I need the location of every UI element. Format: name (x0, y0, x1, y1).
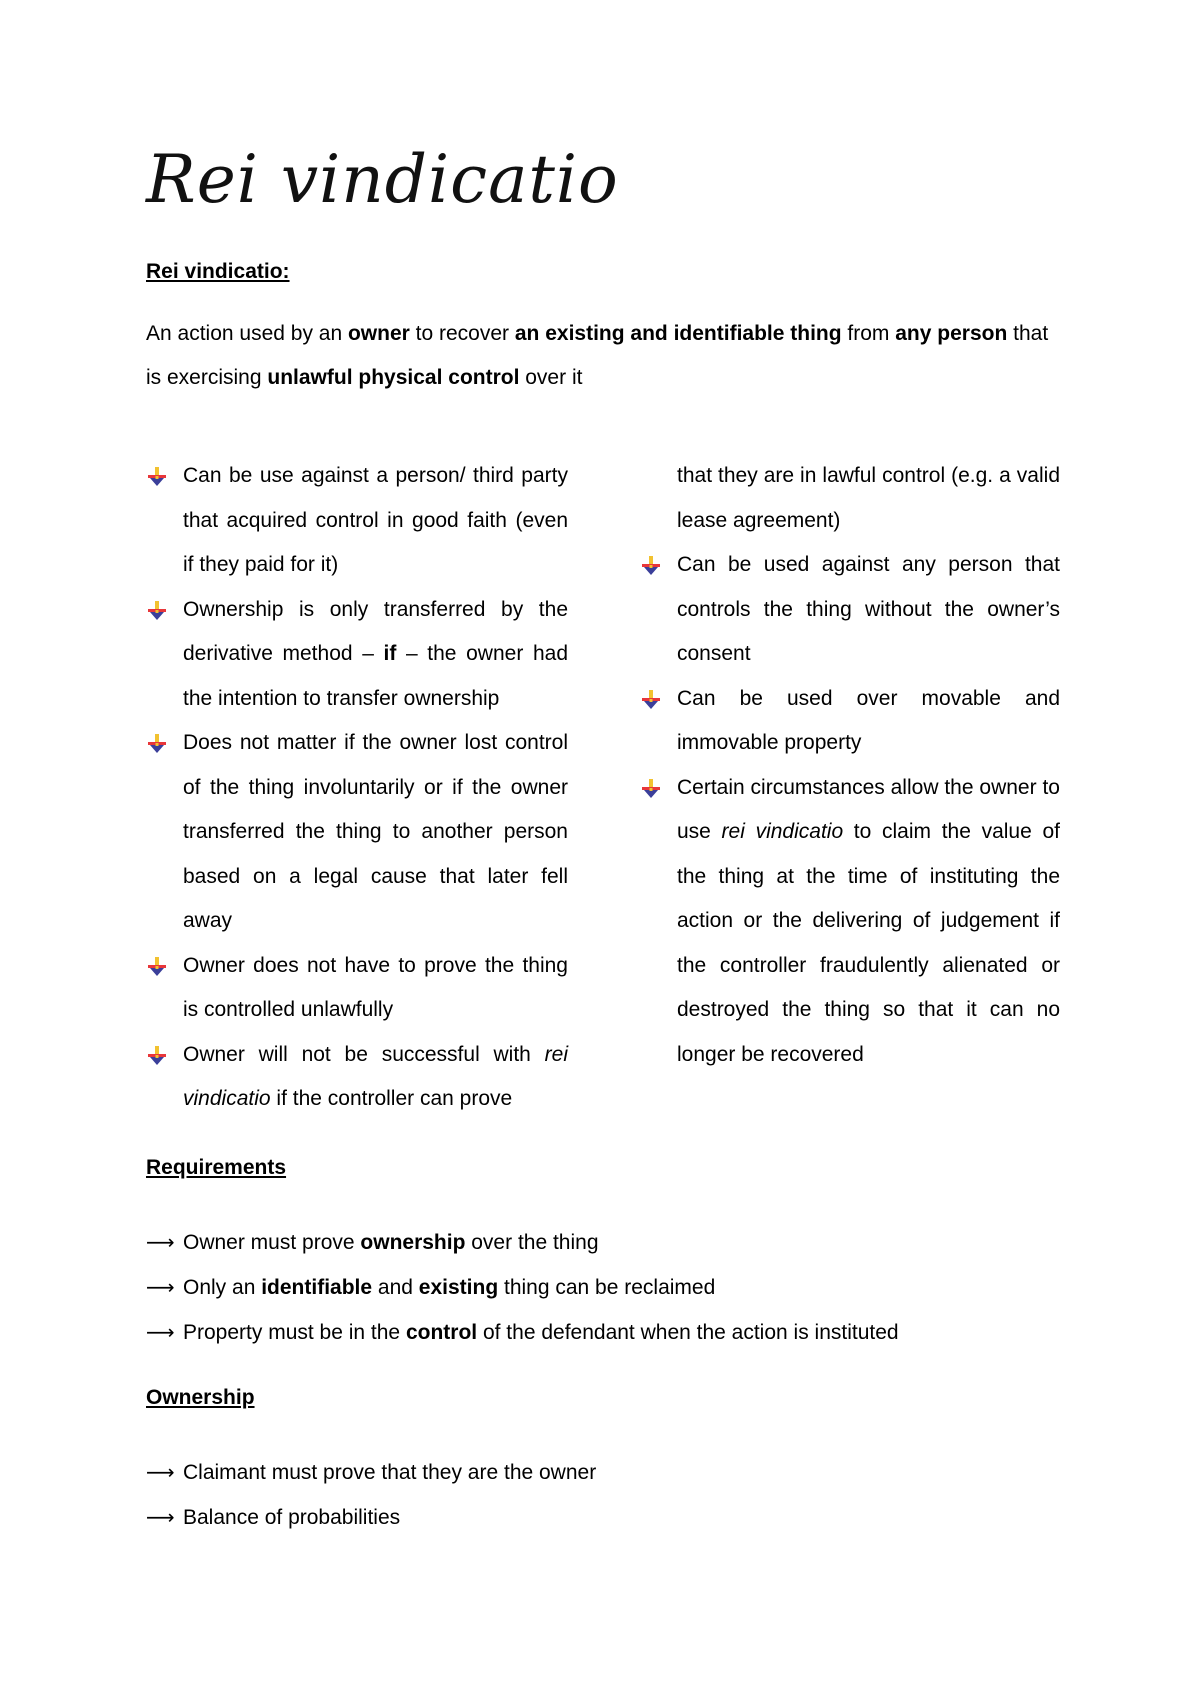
arrow-down-bullet-icon (146, 733, 168, 755)
ownership-list (146, 1450, 596, 1540)
bullet-column-right (640, 454, 1060, 1077)
arrow-down-bullet-icon (146, 466, 168, 488)
right-arrow-icon: ⟶ (146, 1320, 175, 1344)
bullet-continuation: that they are in lawful control (e.g. a valid lease agreement) (677, 464, 1060, 532)
requirements-heading: Requirements (146, 1156, 287, 1179)
bullet-text: Can be used against any person that controls the thing without the owner’s consent (677, 553, 1060, 665)
bullet-text: Certain circumstances allow the owner to use rei vindicatio to claim the value of the thing at the time of instituting the action or the delivering of judgement if the controller fraudulently alienated or destroyed the thing so that it can no longer be recovered (677, 775, 1060, 1066)
bullet-item (146, 944, 568, 1033)
definition-heading: Rei vindicatio: (146, 260, 290, 283)
ownership-heading: Ownership (146, 1386, 255, 1409)
right-arrow-icon: ⟶ (146, 1505, 175, 1529)
right-arrow-icon: ⟶ (146, 1230, 175, 1254)
bullet-item (640, 543, 1060, 677)
bullet-item (146, 721, 568, 944)
list-item (146, 1450, 596, 1495)
right-arrow-icon: ⟶ (146, 1275, 175, 1299)
right-arrow-icon: ⟶ (146, 1460, 175, 1484)
list-item-text: Property must be in the control of the defendant when the action is instituted (183, 1321, 899, 1344)
bullet-text: Can be use against a person/ third party that acquired control in good faith (even if they paid for it) (183, 464, 568, 576)
bullet-item (146, 454, 568, 588)
definition-paragraph: An action used by an owner to recover an existing and identifiable thing from any person that is exercising unlawful physical control over it (146, 322, 1049, 389)
list-item-text: Owner must prove ownership over the thing (183, 1231, 599, 1254)
list-item-text: Only an identifiable and existing thing can be reclaimed (183, 1276, 716, 1299)
list-item (146, 1495, 596, 1540)
arrow-down-bullet-icon (640, 778, 662, 800)
bullet-item (640, 766, 1060, 1078)
bullet-text: Owner will not be successful with rei vindicatio if the controller can prove (183, 1042, 568, 1110)
requirements-list (146, 1220, 899, 1355)
bullet-item (146, 1033, 568, 1122)
arrow-down-bullet-icon (146, 600, 168, 622)
list-item (146, 1310, 899, 1355)
arrow-down-bullet-icon (146, 1045, 168, 1067)
bullet-text: Can be used over movable and immovable property (677, 686, 1060, 754)
bullet-text: Ownership is only transferred by the derivative method – if – the owner had the intention to transfer ownership (183, 597, 568, 710)
bullet-item (640, 677, 1060, 766)
arrow-down-bullet-icon (146, 956, 168, 978)
list-item-text: Claimant must prove that they are the owner (183, 1461, 597, 1484)
arrow-down-bullet-icon (640, 689, 662, 711)
bullet-item (146, 588, 568, 722)
bullet-column-left (146, 454, 568, 1122)
bullet-text: Does not matter if the owner lost control of the thing involuntarily or if the owner transferred the thing to another person based on a legal cause that later fell away (183, 731, 568, 932)
page-title: Rei vindicatio (146, 141, 619, 218)
list-item (146, 1220, 899, 1265)
list-item-text: Balance of probabilities (183, 1506, 401, 1529)
bullet-text: Owner does not have to prove the thing is controlled unlawfully (183, 953, 568, 1021)
list-item (146, 1265, 899, 1310)
arrow-down-bullet-icon (640, 555, 662, 577)
